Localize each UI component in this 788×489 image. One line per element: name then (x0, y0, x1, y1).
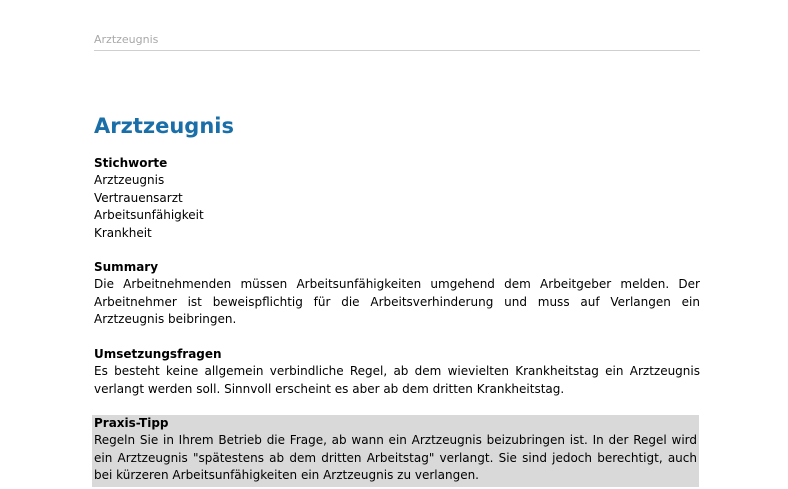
implementation-heading: Umsetzungsfragen (94, 347, 222, 361)
keyword-item: Vertrauensarzt (94, 190, 183, 205)
implementation-text: Es besteht keine allgemein verbindliche Regel, ab dem wievielten Krankheitstag ein Arztzeugnis verlangt werden soll. Sinnvoll erscheint es aber ab dem dritten Krankheitstag. (94, 364, 700, 396)
running-header: Arztzeugnis (94, 33, 700, 51)
document-title: Arztzeugnis (94, 114, 234, 138)
practice-tip-heading: Praxis-Tipp (94, 416, 169, 430)
practice-tip-text: Regeln Sie in Ihrem Betrieb die Frage, ab wann ein Arztzeugnis beizubringen ist. In der Regel wird ein Arztzeugnis "spätestens ab dem dritten Arbeitstag" verlangt. Sie sind jedoch berechtigt, auch bei kürzeren Arbeitsunfähigkeiten ein Arztzeugnis zu verlangen. (94, 433, 697, 483)
keyword-item: Arbeitsunfähigkeit (94, 208, 204, 223)
keyword-item: Arztzeugnis (94, 173, 165, 188)
practice-tip-box (92, 415, 699, 487)
summary-section (94, 259, 700, 329)
keywords-heading: Stichworte (94, 156, 168, 170)
summary-heading: Summary (94, 260, 159, 274)
summary-text: Die Arbeitnehmenden müssen Arbeitsunfähigkeiten umgehend dem Arbeitgeber melden. Der Arbeitnehmer ist beweispflichtig für die Arbeitsverhinderung und muss auf Verlangen ein Arztzeugnis beibringen. (94, 277, 700, 327)
keyword-item: Krankheit (94, 225, 152, 240)
implementation-section (94, 346, 700, 398)
keywords-section (94, 155, 700, 242)
keywords-list (94, 172, 700, 242)
